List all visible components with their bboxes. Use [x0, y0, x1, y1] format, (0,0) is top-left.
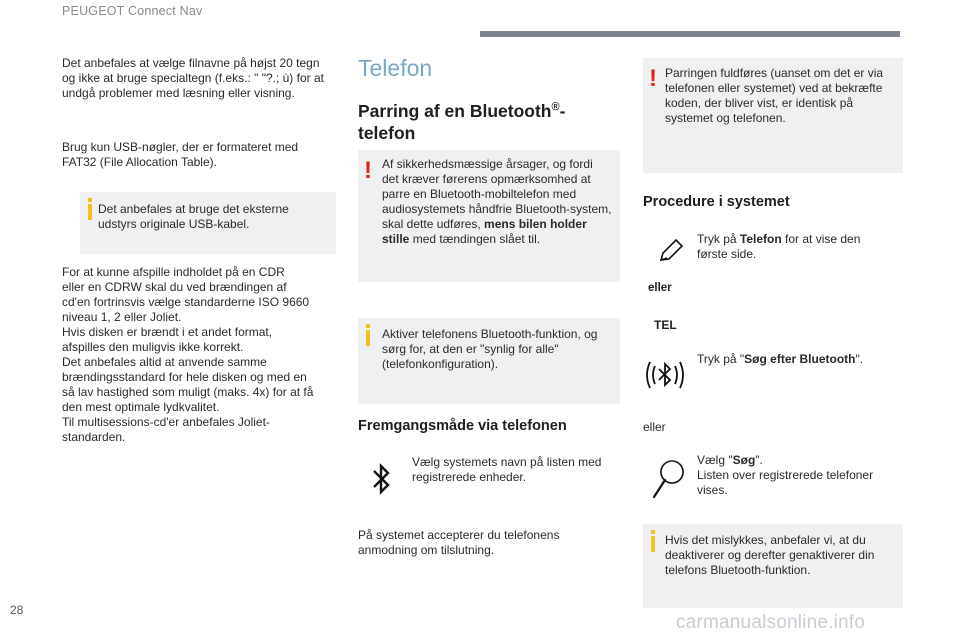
step2-post: ".: [855, 352, 864, 366]
step3-text: [697, 453, 893, 498]
warning-box-text: Parringen fuldføres (uanset om det er via telefonen eller systemet) ved at bekræfte koden, der bliver vist, er identisk på systemet og telefonen.: [665, 66, 884, 125]
step3-post: ".: [755, 453, 763, 467]
warning-text-pre: Af sikkerhedsmæssige årsager, og fordi det kræver førerens opmærksomhed at parre en Bluetooth-mobiltelefon med audiosystemets håndfrie Bluetooth-system, skal dette udføres,: [382, 157, 612, 231]
page-number: 28: [10, 603, 24, 617]
info-icon: [364, 324, 372, 346]
step1-post: for at vise den første side.: [697, 232, 861, 261]
tel-button-label: TEL: [654, 318, 677, 332]
warning-text-post: med tændingen slået til.: [409, 232, 541, 246]
filename-paragraph: Det anbefales at vælge filnavne på højst 20 tegn og ikke at bruge specialtegn (f.eks.: " "?.; ù) for at undgå problemer med læsning eller visning.: [62, 56, 324, 100]
info-icon: [86, 198, 94, 220]
cd-line: niveau 1, 2 eller Joliet.: [62, 310, 182, 324]
section-title: Telefon: [358, 55, 433, 81]
warning-box-text: [382, 157, 612, 247]
cd-paragraph: [62, 265, 342, 445]
cd-line: Det anbefales altid at anvende samme: [62, 355, 267, 369]
pairing-heading-dash: -: [559, 100, 566, 121]
phone-procedure-heading: Fremgangsmåde via telefonen: [358, 418, 567, 434]
info-box-text: Aktiver telefonens Bluetooth-funktion, og sørg for, at den er "synlig for alle" (telefonkonfiguration).: [382, 327, 598, 371]
watermark: carmanualsonline.info: [676, 612, 866, 633]
step2-bold: Søg efter Bluetooth: [744, 352, 856, 366]
warning-box-pairing: [643, 58, 903, 173]
pairing-heading-line2: telefon: [358, 122, 416, 143]
pairing-heading: [358, 96, 628, 144]
or-label-bold: eller: [648, 282, 672, 294]
cd-line: brændingsstandard for hele disken og med en: [62, 370, 307, 384]
step3-line1: [697, 453, 893, 468]
registered-mark: ®: [551, 101, 560, 113]
edit-pen-icon: [658, 238, 684, 264]
step1-bold: Telefon: [739, 232, 782, 246]
cd-line: For at kunne afspille indholdet på en CDR: [62, 265, 285, 279]
cd-line: eller en CDRW skal du ved brændingen af: [62, 280, 287, 294]
accept-paragraph: På systemet accepterer du telefonens anmodning om tilslutning.: [358, 528, 560, 557]
step2-pre: Tryk på ": [697, 352, 745, 366]
running-header: PEUGEOT Connect Nav: [62, 4, 203, 18]
bluetooth-search-icon: [644, 352, 686, 398]
info-box-bluetooth-visible: [358, 318, 620, 404]
info-box-usb-cable: [80, 192, 336, 254]
info-box-retry: [643, 524, 903, 608]
step1-pre: Tryk på: [697, 232, 740, 246]
cd-line: afspilles den muligvis ikke korrekt.: [62, 340, 244, 354]
search-magnifier-icon: [648, 456, 688, 500]
system-procedure-heading: Procedure i systemet: [643, 194, 790, 210]
step3-bold: Søg: [732, 453, 756, 467]
cd-line: Hvis disken er brændt i et andet format,: [62, 325, 273, 339]
info-box-text: Hvis det mislykkes, anbefaler vi, at du deaktiverer og derefter genaktiverer din telefons Bluetooth-funktion.: [665, 533, 875, 577]
step3-pre: Vælg ": [697, 453, 733, 467]
step-bt-text: Vælg systemets navn på listen med registrerede enheder.: [412, 455, 602, 484]
warning-text-bold: mens bilen holder stille: [382, 217, 587, 246]
step3-line2: Listen over registrerede telefoner vises.: [697, 468, 874, 497]
cd-line: den mest optimale lydkvalitet.: [62, 400, 220, 414]
header-rule: [480, 31, 900, 37]
step1-text: [697, 232, 893, 262]
info-icon: [649, 530, 657, 552]
warning-box-safety: [358, 150, 620, 282]
cd-line: cd'en fortrinsvis vælge standarderne ISO 9660: [62, 295, 310, 309]
warning-icon: !: [364, 157, 372, 184]
pairing-heading-text: Parring af en Bluetooth: [358, 100, 552, 121]
step2-text: [697, 352, 893, 367]
info-box-text: Det anbefales at bruge det eksterne udstyrs originale USB-kabel.: [98, 202, 289, 231]
usb-format-paragraph: Brug kun USB-nøgler, der er formateret med FAT32 (File Allocation Table).: [62, 140, 299, 169]
cd-line: så lav hastighed som muligt (maks. 4x) for at få: [62, 385, 314, 399]
warning-icon: !: [649, 65, 657, 92]
or-label: eller: [643, 420, 666, 434]
bluetooth-icon: [368, 460, 396, 498]
cd-line: Til multisessions-cd'er anbefales Joliet-: [62, 415, 270, 429]
cd-line: standarden.: [62, 430, 126, 444]
